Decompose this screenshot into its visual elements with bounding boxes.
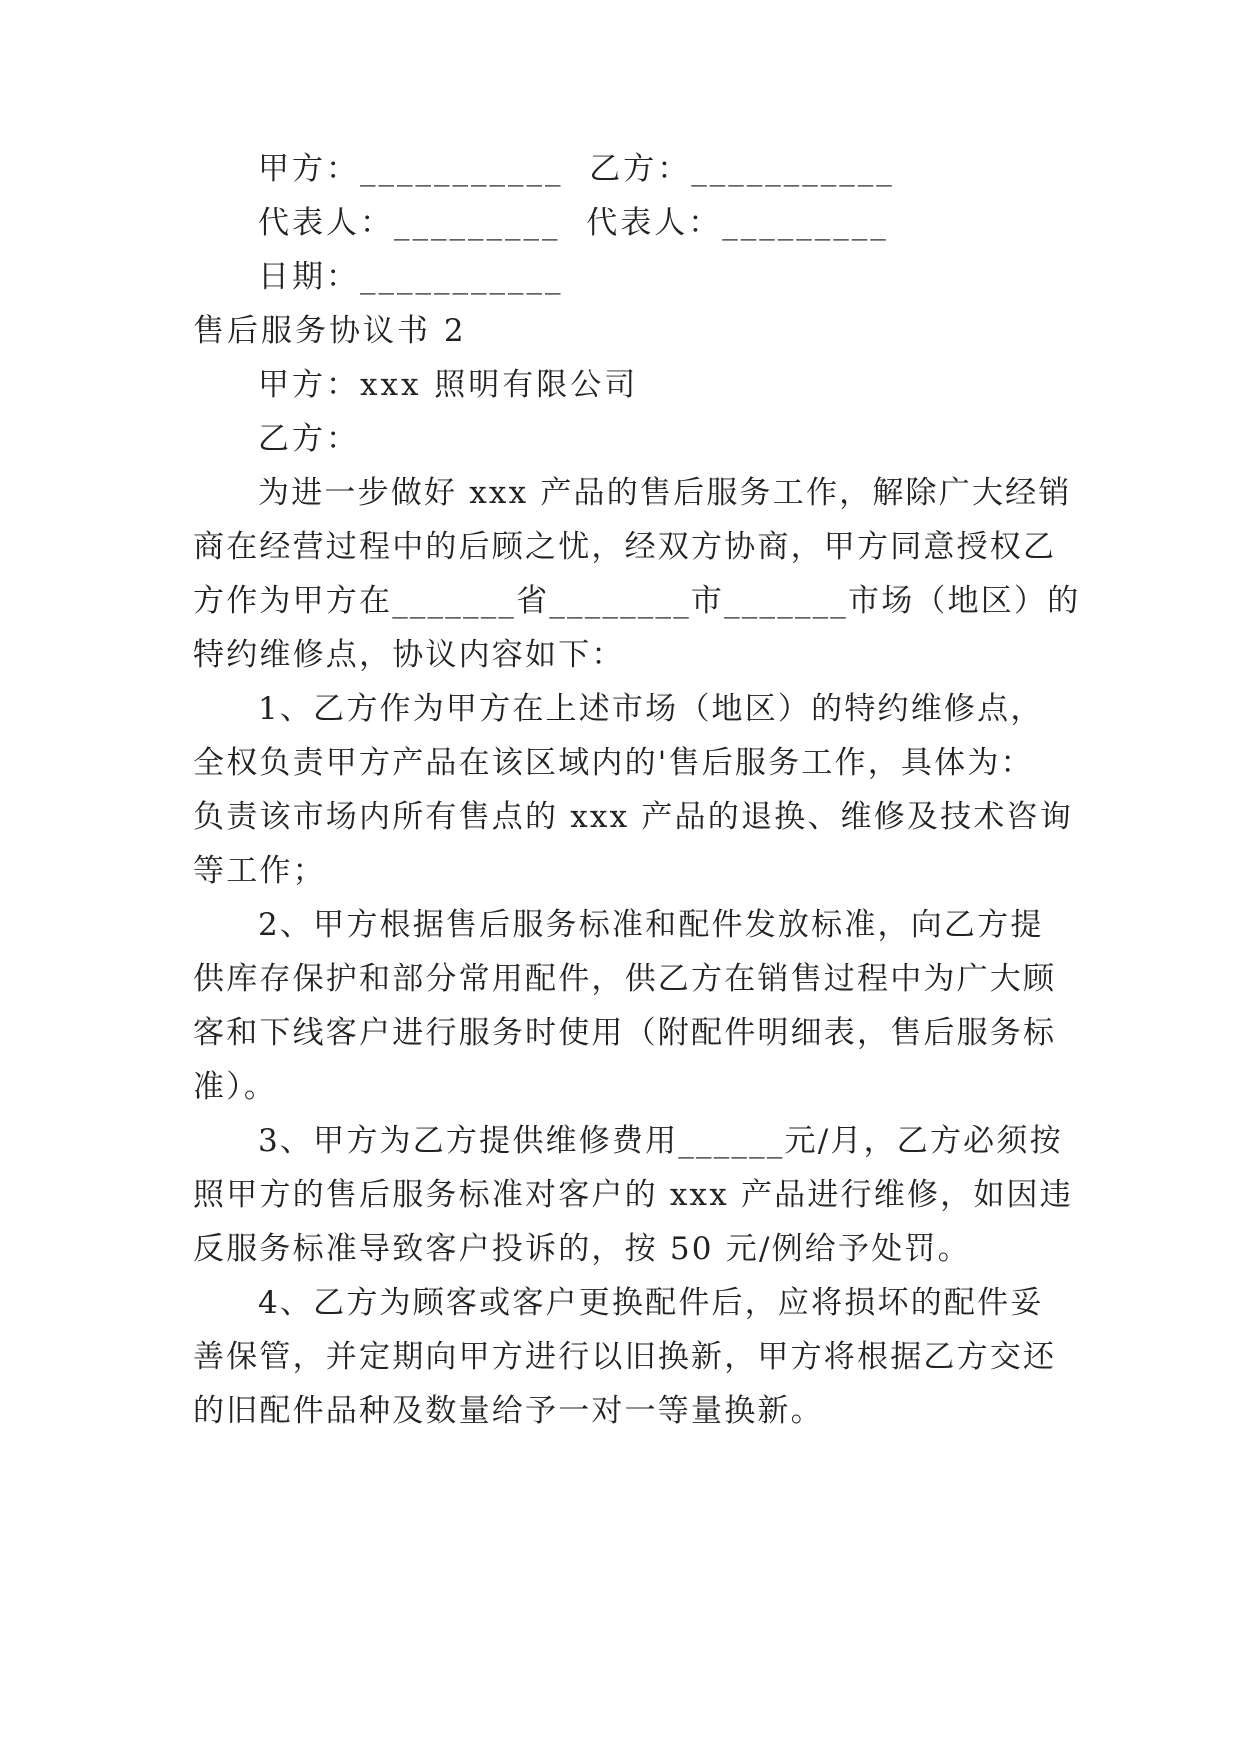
party-a-line: 甲方：xxx 照明有限公司	[258, 367, 639, 403]
party-b-line: 乙方：	[258, 421, 360, 457]
signature-representative-row: 代表人：_________ 代表人：_________	[258, 205, 889, 241]
intro-line: 方作为甲方在_______省________市_______市场（地区）的	[193, 583, 1081, 619]
clause-1-line: 负责该市场内所有售点的 xxx 产品的退换、维修及技术咨询	[193, 799, 1073, 835]
clause-2-line: 供库存保护和部分常用配件，供乙方在销售过程中为广大顾	[193, 961, 1057, 997]
clause-2-line: 2、甲方根据售后服务标准和配件发放标准，向乙方提	[258, 907, 1044, 943]
signature-party-row: 甲方：___________ 乙方：___________	[258, 151, 895, 187]
clause-2-line: 准）。	[193, 1069, 278, 1105]
intro-line: 为进一步做好 xxx 产品的售后服务工作，解除广大经销	[258, 475, 1072, 511]
clause-4-line: 的旧配件品种及数量给予一对一等量换新。	[193, 1393, 824, 1429]
agreement-title: 售后服务协议书 2	[193, 313, 467, 349]
clause-3-line: 反服务标准导致客户投诉的，按 50 元/例给予处罚。	[193, 1231, 971, 1267]
clause-3-line: 3、甲方为乙方提供维修费用______元/月，乙方必须按	[258, 1123, 1063, 1159]
clause-3-line: 照甲方的售后服务标准对客户的 xxx 产品进行维修，如因违	[193, 1177, 1073, 1213]
clause-4-line: 善保管，并定期向甲方进行以旧换新，甲方将根据乙方交还	[193, 1339, 1057, 1375]
clause-2-line: 客和下线客户进行服务时使用（附配件明细表，售后服务标	[193, 1015, 1057, 1051]
clause-1-line: 全权负责甲方产品在该区域内的'售后服务工作，具体为：	[193, 745, 1034, 781]
clause-4-line: 4、乙方为顾客或客户更换配件后，应将损坏的配件妥	[258, 1285, 1044, 1321]
clause-1-line: 1、乙方作为甲方在上述市场（地区）的特约维修点，	[258, 691, 1044, 727]
signature-date-row: 日期：___________	[258, 259, 564, 295]
intro-line: 特约维修点，协议内容如下：	[193, 637, 625, 673]
intro-line: 商在经营过程中的后顾之忧，经双方协商，甲方同意授权乙	[193, 529, 1057, 565]
clause-1-line: 等工作；	[193, 853, 326, 889]
